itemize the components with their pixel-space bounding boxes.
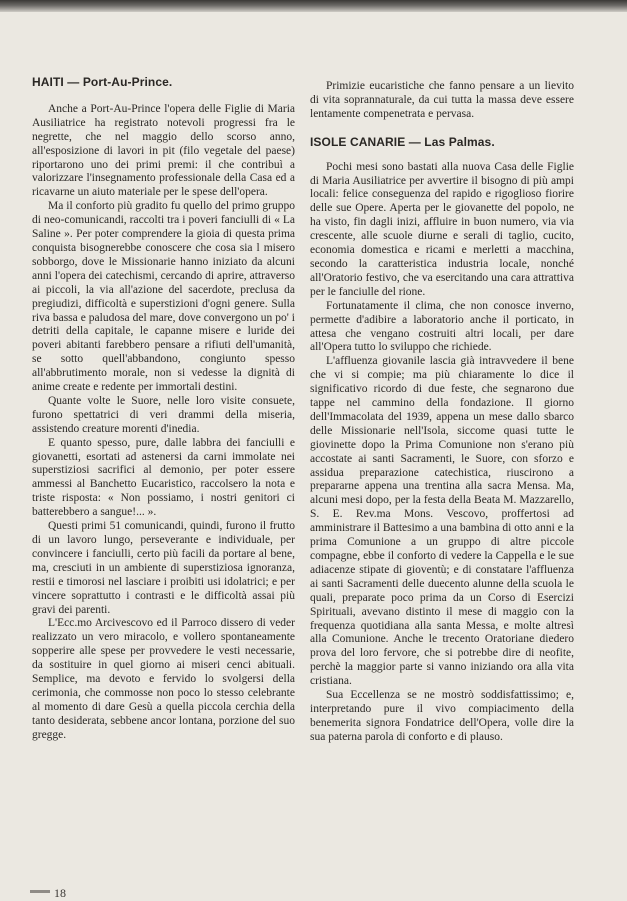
heading-city: Port-Au-Prince. bbox=[82, 75, 173, 89]
left-column bbox=[32, 76, 295, 743]
scan-mark bbox=[30, 890, 50, 893]
paragraph: Ma il conforto più gradito fu quello del primo gruppo di neo-comunicandi, raccolti tra i poveri fanciulli di « La Saline ». Per poter comprendere la gioia di questa prima conquista bisognerebbe conoscere che cosa sia l misero sobborgo, dove le Missionarie hanno iniziato da alcuni anni l'opera dei catechismi, cercando di aprire, attraverso ai piccoli, la via all'azione del sacerdote, preclusa da pregiudizi, difficoltà e superstizioni d'ogni genere. Sulla riva bassa e paludosa del mare, dove convergono un po' i detriti della capitale, le capanne misere e luride dei poveri abitanti farebbero pensare a rifiuti dell'umanità, se sotto quell'abbandono, congiunto spesso all'abbrutimento morale, non si vedesse la dignità di anime create e redente per immortali destini. bbox=[32, 200, 295, 394]
paragraph: Sua Eccellenza se ne mostrò soddisfattissimo; e, interpretando pure il vivo compiacimento della benemerita signora Fondatrice dell'Opera, volle dire la sua paterna parola di conforto e di plauso. bbox=[310, 689, 574, 743]
paragraph: L'affluenza giovanile lascia già intravvedere il bene che vi si compie; ma più chiaramente lo dice il significativo ricordo di due feste, che segnarono due tappe nel cammino della fondazione. Il giorno dell'Immacolata del 1939, appena un mese dallo sbarco delle Missionarie nell'Isola, siccome quasi tutte le giovinette dopo la Prima Comunione non s'erano più accostate ai santi Sacramenti, le Suore, con sforzo e assidua preparazione catechistica, riuscirono a prepararne appena una trentina alla sacra Mensa. Ma, alcuni mesi dopo, per la festa della Beata M. Mazzarello, S. E. Rev.ma Mons. Vescovo, proffertosi ad amministrare il Battesimo a una bambina di otto anni e la prima Comunione a un gruppo di altre piccole compagne, ebbe il conforto di vedere la Cappella e le sue adiacenze stipate di gioventù; e di constatare l'affluenza ai santi Sacramenti delle duecento alunne della scuola le quali, preparate poco prima da un Corso di Esercizi Spirituali, avevano distinto il mese di maggio con la frequenza quotidiana alla santa Messa, e molte altresì alla Comunione. Anche le trecento Oratoriane diedero prova del loro fervore, che si potrebbe dire di neofite, perchè la maggior parte si vanno iniziando ora alla vita cristiana. bbox=[310, 355, 574, 688]
heading-dash: — bbox=[405, 134, 425, 149]
lead-paragraph: Primizie eucaristiche che fanno pensare a un lievito di vita soprannaturale, da cui tutta la massa deve essere lentamente compenetrata e pervasa. bbox=[310, 80, 574, 120]
heading-dash: — bbox=[63, 75, 83, 89]
section-heading-haiti bbox=[32, 76, 295, 90]
right-column bbox=[310, 80, 574, 745]
page-number: 18 bbox=[54, 886, 66, 900]
paragraph: Anche a Port-Au-Prince l'opera delle Figlie di Maria Ausiliatrice ha registrato notevoli progressi fra le negrette, che nel maggio dello scorso anno, all'esposizione di lavori in pit (filo vegetale del paese) riportarono uno dei primi premi: il che contribuì a valorizzare l'insegnamento professionale della Casa ed a ricavarne un aiuto materiale per le spese dell'opera. bbox=[32, 102, 295, 199]
paragraph: E quanto spesso, pure, dalle labbra dei fanciulli e giovanetti, esortati ad astenersi da carni immolate nei superstiziosi sacrifici al demonio, per poter essere ammessi al Banchetto Eucaristico, raccolsero la nota e triste risposta: « Non possiamo, i nostri genitori ci batterebbero a sangue!... ». bbox=[32, 436, 295, 519]
heading-country: ISOLE CANARIE bbox=[310, 134, 406, 149]
paragraph: Questi primi 51 comunicandi, quindi, furono il frutto di un lavoro lungo, perseverante e individuale, per convincere i fanciulli, certo più facili da portare al bene, ma, cresciuti in un ambiente di superstiziosa ignoranza, restii e timorosi nel lasciare i proibiti usi idolatrici; e per vincere soprattutto i contrasti e le difficoltà assai più gravi dei parenti. bbox=[32, 520, 295, 616]
paragraph: Pochi mesi sono bastati alla nuova Casa delle Figlie di Maria Ausiliatrice per avvertire il bisogno di più ampi locali: felice conseguenza del rapido e rigoglioso fiorire delle sue Opere. Aperta per le giovanette del popolo, ne ha visto, fin dagli inizi, affluire in buon numero, via via crescente, alle scuole diurne e serali di taglio, cucito, economia domestica e ricami e merletti a macchina, secondo la caratteristica industria locale, nonché all'Oratorio festivo, che va esercitando una cara attrattiva per le fanciulle del rione. bbox=[310, 160, 574, 298]
heading-country: HAITI bbox=[32, 75, 64, 89]
paragraph: Quante volte le Suore, nelle loro visite consuete, furono spettatrici di veri drammi della miseria, assistendo creature morenti d'inedia. bbox=[32, 394, 295, 435]
paragraph: Fortunatamente il clima, che non conosce inverno, permette d'adibire a laboratorio anche il porticato, in attesa che vengano costruiti altri locali, per dare all'Opera tutto lo sviluppo che richiede. bbox=[310, 299, 574, 354]
section-heading-canarie bbox=[310, 136, 574, 150]
heading-city: Las Palmas. bbox=[424, 134, 495, 149]
paragraph: L'Ecc.mo Arcivescovo ed il Parroco dissero di veder realizzato un vero miracolo, e vollero spontaneamente sopperire alle spese per provvedere le vesti necessarie, da sostituire in quel giorno ai miseri cenci abituali. Semplice, ma devoto e fervido lo svolgersi della cerimonia, che commosse non poco lo stesso celebrante al momento di dare Gesù a quella piccola cerchia della tanto desiderata, sebbene ancor lontana, porzione del suo gregge. bbox=[32, 617, 295, 741]
